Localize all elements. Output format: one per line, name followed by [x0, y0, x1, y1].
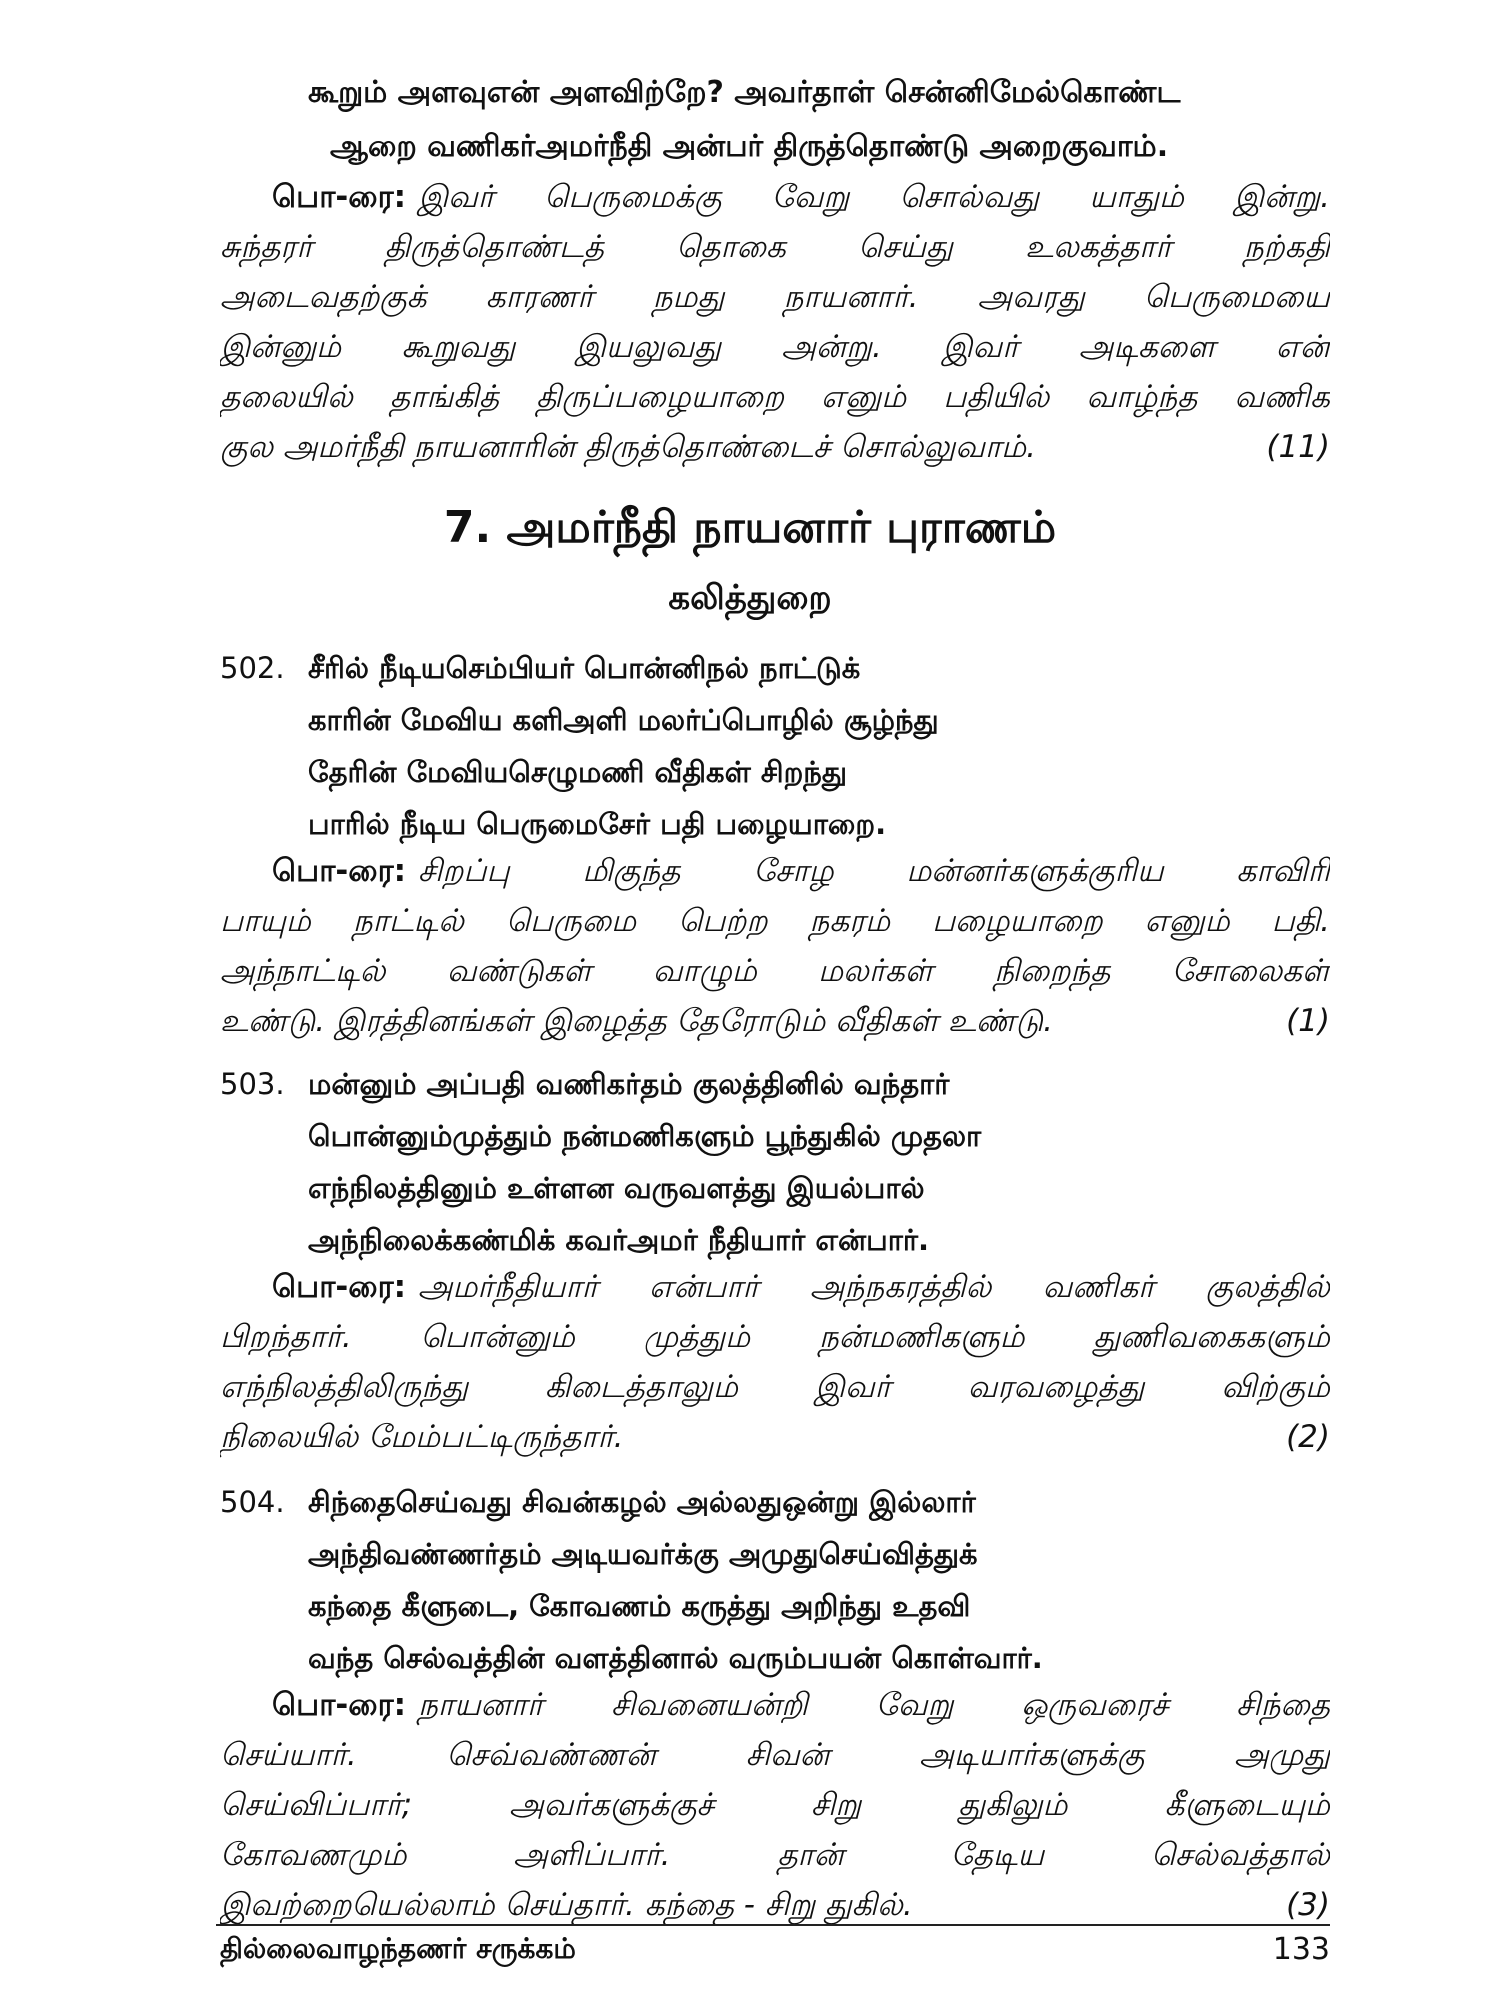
verse-number: 503.: [220, 1067, 285, 1101]
verse-line: கூறும் அளவுஎன் அளவிற்றே? அவர்தாள் சென்னிமேல்கொண்ட: [308, 75, 1181, 110]
footer-divider: [216, 1924, 1330, 1926]
commentary-3: [220, 1680, 1330, 1930]
verse-line: வந்த செல்வத்தின் வளத்தினால் வரும்பயன் கொள்வார்.: [308, 1641, 1043, 1675]
verse-number: 502.: [220, 651, 285, 685]
commentary-line: பிறந்தார். பொன்னும் முத்தும் நன்மணிகளும் துணிவகைகளும்: [220, 1319, 1330, 1355]
commentary-label: பொ-ரை:: [272, 1269, 407, 1305]
verse-line: அந்நிலைக்கண்மிக் கவர்அமர் நீதியார் என்பார்.: [308, 1223, 930, 1257]
commentary-line: நிலையில் மேம்பட்டிருந்தார். (2): [220, 1412, 1330, 1462]
commentary-line: இன்னும் கூறுவது இயலுவது அன்று. இவர் அடிகளை என்: [220, 329, 1330, 365]
verse-ref: (11): [1266, 429, 1330, 465]
commentary-line: உண்டு. இரத்தினங்கள் இழைத்த தேரோடும் வீதிகள் உண்டு. (1): [220, 996, 1330, 1046]
verse-line: காரின் மேவிய களிஅளி மலர்ப்பொழில் சூழ்ந்து: [308, 703, 939, 737]
verse-line: சீரில் நீடியசெம்பியர் பொன்னிநல் நாட்டுக்: [308, 651, 861, 685]
meter-heading: கலித்துறை: [668, 578, 832, 618]
commentary-2: [220, 1262, 1330, 1462]
commentary-line: செய்விப்பார்; அவர்களுக்குச் சிறு துகிலும் கீளுடையும்: [220, 1787, 1330, 1823]
verse-line: அந்திவண்ணர்தம் அடியவர்க்கு அமுதுசெய்வித்துக்: [308, 1537, 978, 1571]
commentary-line: பொ-ரை: இவர் பெருமைக்கு வேறு சொல்வது யாதும் இன்று.: [272, 179, 1330, 215]
commentary-line: பாயும் நாட்டில் பெருமை பெற்ற நகரம் பழையாறை எனும் பதி.: [220, 903, 1330, 939]
verse-line: மன்னும் அப்பதி வணிகர்தம் குலத்தினில் வந்தார்: [308, 1067, 950, 1101]
verse-line: சிந்தைசெய்வது சிவன்கழல் அல்லதுஒன்று இல்லார்: [308, 1485, 976, 1519]
verse-11-tail: [308, 66, 1348, 174]
section-name: தில்லைவாழந்தணர் சருக்கம்: [220, 1932, 576, 1965]
verse-ref: (2): [1286, 1419, 1330, 1455]
commentary-line: இவற்றையெல்லாம் செய்தார். கந்தை - சிறு துகில். (3): [220, 1880, 1330, 1930]
commentary-line: தலையில் தாங்கித் திருப்பழையாறை எனும் பதியில் வாழ்ந்த வணிக: [220, 379, 1330, 415]
commentary-line: செய்யார். செவ்வண்ணன் சிவன் அடியார்களுக்கு அமுது: [220, 1737, 1330, 1773]
verse-number: 504.: [220, 1485, 285, 1519]
commentary-1: [220, 846, 1330, 1046]
page-number: 133: [1272, 1932, 1330, 1967]
commentary-line: கோவணமும் அளிப்பார். தான் தேடிய செல்வத்தால்: [220, 1837, 1330, 1873]
verse-504: [220, 1476, 1320, 1684]
verse-ref: (1): [1286, 1003, 1330, 1039]
commentary-line: பொ-ரை: நாயனார் சிவனையன்றி வேறு ஒருவரைச் சிந்தை: [272, 1687, 1330, 1723]
chapter-title: 7. அமர்நீதி நாயனார் புராணம்: [443, 502, 1057, 553]
commentary-label: பொ-ரை:: [272, 853, 407, 889]
page-footer: [220, 1932, 1330, 1969]
commentary-line: பொ-ரை: சிறப்பு மிகுந்த சோழ மன்னர்களுக்குரிய காவிரி: [272, 853, 1330, 889]
commentary-11: [220, 172, 1330, 472]
verse-line: பொன்னும்முத்தும் நன்மணிகளும் பூந்துகில் முதலா: [308, 1119, 982, 1153]
verse-line: பாரில் நீடிய பெருமைசேர் பதி பழையாறை.: [308, 807, 887, 841]
commentary-label: பொ-ரை:: [272, 179, 407, 215]
commentary-line: சுந்தரர் திருத்தொண்டத் தொகை செய்து உலகத்தார் நற்கதி: [220, 229, 1330, 265]
verse-line: தேரின் மேவியசெழுமணி வீதிகள் சிறந்து: [308, 755, 848, 789]
commentary-label: பொ-ரை:: [272, 1687, 407, 1723]
verse-503: [220, 1058, 1320, 1266]
verse-502: [220, 642, 1320, 850]
commentary-line: பொ-ரை: அமர்நீதியார் என்பார் அந்நகரத்தில் வணிகர் குலத்தில்: [272, 1269, 1330, 1305]
commentary-line: குல அமர்நீதி நாயனாரின் திருத்தொண்டைச் சொல்லுவாம். (11): [220, 422, 1330, 472]
commentary-line: எந்நிலத்திலிருந்து கிடைத்தாலும் இவர் வரவழைத்து விற்கும்: [220, 1369, 1330, 1405]
verse-line: கந்தை கீளுடை, கோவணம் கருத்து அறிந்து உதவி: [308, 1589, 971, 1623]
commentary-line: அடைவதற்குக் காரணர் நமது நாயனார். அவரது பெருமையை: [220, 279, 1330, 315]
commentary-line: அந்நாட்டில் வண்டுகள் வாழும் மலர்கள் நிறைந்த சோலைகள்: [220, 953, 1330, 989]
verse-ref: (3): [1286, 1887, 1330, 1923]
verse-line: ஆறை வணிகர்அமர்நீதி அன்பர் திருத்தொண்டு அறைகுவாம்.: [330, 129, 1169, 164]
verse-line: எந்நிலத்தினும் உள்ளன வருவளத்து இயல்பால்: [308, 1171, 925, 1205]
